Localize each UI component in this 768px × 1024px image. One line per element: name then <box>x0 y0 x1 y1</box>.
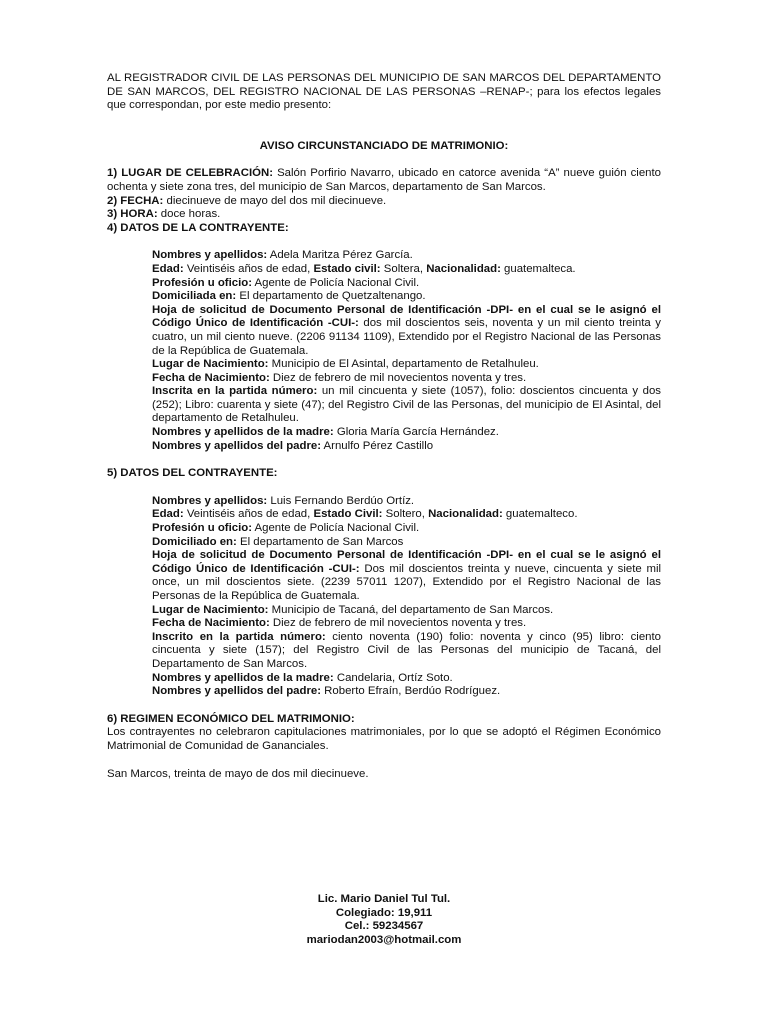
groom-birthdate-value: Diez de febrero de mil novecientos noventa y tres. <box>269 617 527 630</box>
bride-civil-value: Soltera, <box>380 262 427 275</box>
bride-document-label: Hoja de solicitud de Documento Personal de Identificación -DPI- en el cual se le asignó el Código Único de Identificación -CUI-: <box>152 303 661 330</box>
groom-document-value: Dos mil doscientos treinta y nueve, cincuenta y siete mil once, un mil doscientos siete. (2239 57011 1207), Extendido por el Registro Nacional de las Personas de la República de Guatemala. <box>152 562 662 602</box>
bride-profession-value: Agente de Policía Nacional Civil. <box>252 276 420 289</box>
bride-name <box>152 249 661 263</box>
bride-father-value: Arnulfo Pérez Castillo <box>321 439 434 452</box>
groom-details <box>152 495 661 699</box>
groom-age-value: Veintiséis años de edad, <box>183 508 314 521</box>
bride-nationality-label: Nacionalidad: <box>426 262 501 275</box>
section-1-paragraph <box>107 167 661 194</box>
groom-age-label: Edad: <box>152 508 184 521</box>
groom-profession-label: Profesión u oficio: <box>152 522 252 535</box>
bride-birthdate <box>152 372 661 386</box>
bride-registry-label: Inscrita en la partida número: <box>152 385 318 398</box>
groom-birthplace <box>152 604 661 618</box>
section-6-text: Los contrayentes no celebraron capitulaciones matrimoniales, por lo que se adoptó el Régimen Económico Matrimonial de Comunidad de Gananciales. <box>107 726 661 752</box>
groom-name <box>152 495 661 509</box>
groom-registry-value: ciento noventa (190) folio: noventa y cinco (95) libro: ciento cincuenta y siete (157); del Registro Civil de las Personas del municipio de Tacaná, del Departamento de San Marcos. <box>152 630 661 670</box>
groom-profession <box>152 522 661 536</box>
bride-profession-label: Profesión u oficio: <box>152 276 252 289</box>
bride-domicile-label: Domiciliada en: <box>152 290 237 303</box>
section-1 <box>107 167 661 194</box>
groom-domicile-label: Domiciliado en: <box>152 535 237 548</box>
document-body <box>107 72 661 781</box>
signature-colegiado: Colegiado: 19,911 <box>335 906 433 919</box>
groom-domicile <box>152 536 661 550</box>
bride-profession <box>152 277 661 291</box>
bride-registry-value: un mil cincuenta y siete (1057), folio: doscientos cincuenta y dos (252); Libro: cuarenta y siete (47); del Registro Civil de las Personas, del municipio de El Asintal, del departamento de Retalhuleu. <box>152 385 661 425</box>
groom-name-label: Nombres y apellidos: <box>152 494 268 507</box>
groom-birthdate <box>152 617 661 631</box>
bride-mother-value: Gloria María García Hernández. <box>333 426 499 439</box>
groom-document-label: Hoja de solicitud de Documento Personal de Identificación -DPI- en el cual se le asignó el Código Único de Identificación -CUI-: <box>152 549 661 575</box>
signature-name: Lic. Mario Daniel Tul Tul. <box>317 893 451 905</box>
section-3 <box>107 208 661 222</box>
bride-birthplace-label: Lugar de Nacimiento: <box>152 358 269 371</box>
bride-nationality-value: guatemalteca. <box>500 262 576 275</box>
section-6-heading: 6) REGIMEN ECONÓMICO DEL MATRIMONIO: <box>107 712 355 725</box>
bride-birthdate-value: Diez de febrero de mil novecientos noventa y tres. <box>269 371 527 384</box>
bride-father-label: Nombres y apellidos del padre: <box>152 439 322 452</box>
section-1-label: 1) LUGAR DE CELEBRACIÓN: <box>107 167 273 180</box>
section-4-heading: 4) DATOS DE LA CONTRAYENTE: <box>107 221 289 234</box>
groom-birthdate-label: Fecha de Nacimiento: <box>152 617 270 630</box>
groom-registry-label: Inscrito en la partida número: <box>152 630 326 643</box>
bride-domicile-value: El departamento de Quetzaltenango. <box>236 290 426 303</box>
groom-mother-label: Nombres y apellidos de la madre: <box>152 671 334 684</box>
groom-father-value: Roberto Efraín, Berdúo Rodríguez. <box>321 685 501 698</box>
groom-mother-value: Candelaria, Ortíz Soto. <box>333 671 453 684</box>
groom-birthplace-value: Municipio de Tacaná, del departamento de San Marcos. <box>268 603 554 616</box>
bride-birthdate-label: Fecha de Nacimiento: <box>152 371 270 384</box>
bride-details <box>152 249 661 453</box>
section-1-text: Salón Porfirio Navarro, ubicado en catorce avenida “A” nueve guión ciento ochenta y siete zona tres, del municipio de San Marcos, departamento de San Marcos. <box>107 167 661 193</box>
groom-mother <box>152 672 661 686</box>
intro-paragraph: AL REGISTRADOR CIVIL DE LAS PERSONAS DEL MUNICIPIO DE SAN MARCOS DEL DEPARTAMENTO DE SAN MARCOS, DEL REGISTRO NACIONAL DE LAS PERSONAS –RENAP-; para los efectos legales que correspondan, por este medio presento: <box>107 72 661 112</box>
section-2 <box>107 195 661 209</box>
section-2-label: 2) FECHA: <box>107 194 164 207</box>
section-3-label: 3) HORA: <box>107 208 158 221</box>
groom-domicile-value: El departamento de San Marcos <box>236 535 404 548</box>
groom-document <box>152 549 661 603</box>
bride-registry <box>152 385 661 426</box>
bride-document <box>152 304 661 358</box>
groom-nationality-label: Nacionalidad: <box>428 508 503 521</box>
bride-name-value: Adela Maritza Pérez García. <box>267 249 413 262</box>
signature-block <box>0 893 768 947</box>
section-2-text: diecinueve de mayo del dos mil diecinueve. <box>163 194 387 207</box>
groom-nationality-value: guatemalteco. <box>502 508 578 521</box>
section-5-heading: 5) DATOS DEL CONTRAYENTE: <box>107 467 278 480</box>
groom-profession-value: Agente de Policía Nacional Civil. <box>252 522 420 535</box>
groom-civil-value: Soltero, <box>382 508 429 521</box>
bride-birthplace <box>152 358 661 372</box>
groom-father <box>152 685 661 699</box>
signature-email: mariodan2003@hotmail.com <box>306 933 462 946</box>
groom-father-label: Nombres y apellidos del padre: <box>152 685 322 698</box>
bride-mother <box>152 426 661 440</box>
bride-birthplace-value: Municipio de El Asintal, departamento de Retalhuleu. <box>268 358 539 371</box>
bride-age-label: Edad: <box>152 262 184 275</box>
document-title: AVISO CIRCUNSTANCIADO DE MATRIMONIO: <box>259 139 509 152</box>
groom-registry <box>152 631 661 672</box>
bride-age-value: Veintiséis años de edad, <box>183 262 314 275</box>
bride-domicile <box>152 290 661 304</box>
groom-birthplace-label: Lugar de Nacimiento: <box>152 603 269 616</box>
bride-name-label: Nombres y apellidos: <box>152 249 268 262</box>
groom-civil-label: Estado Civil: <box>313 508 383 521</box>
bride-document-value: dos mil doscientos seis, noventa y un mil ciento treinta y cuatro, un mil ciento nueve. (2206 91134 1109), Extendido por el Registro Nacional de las Personas de la República de Guatemala. <box>152 317 661 357</box>
bride-father <box>152 440 661 454</box>
closing-place-date: San Marcos, treinta de mayo de dos mil diecinueve. <box>107 767 369 780</box>
bride-age <box>152 263 661 277</box>
bride-mother-label: Nombres y apellidos de la madre: <box>152 426 334 439</box>
groom-age <box>152 508 661 522</box>
signature-phone: Cel.: 59234567 <box>344 920 424 933</box>
bride-civil-label: Estado civil: <box>313 262 381 275</box>
section-3-text: doce horas. <box>157 208 221 221</box>
groom-name-value: Luis Fernando Berdúo Ortíz. <box>267 494 415 507</box>
